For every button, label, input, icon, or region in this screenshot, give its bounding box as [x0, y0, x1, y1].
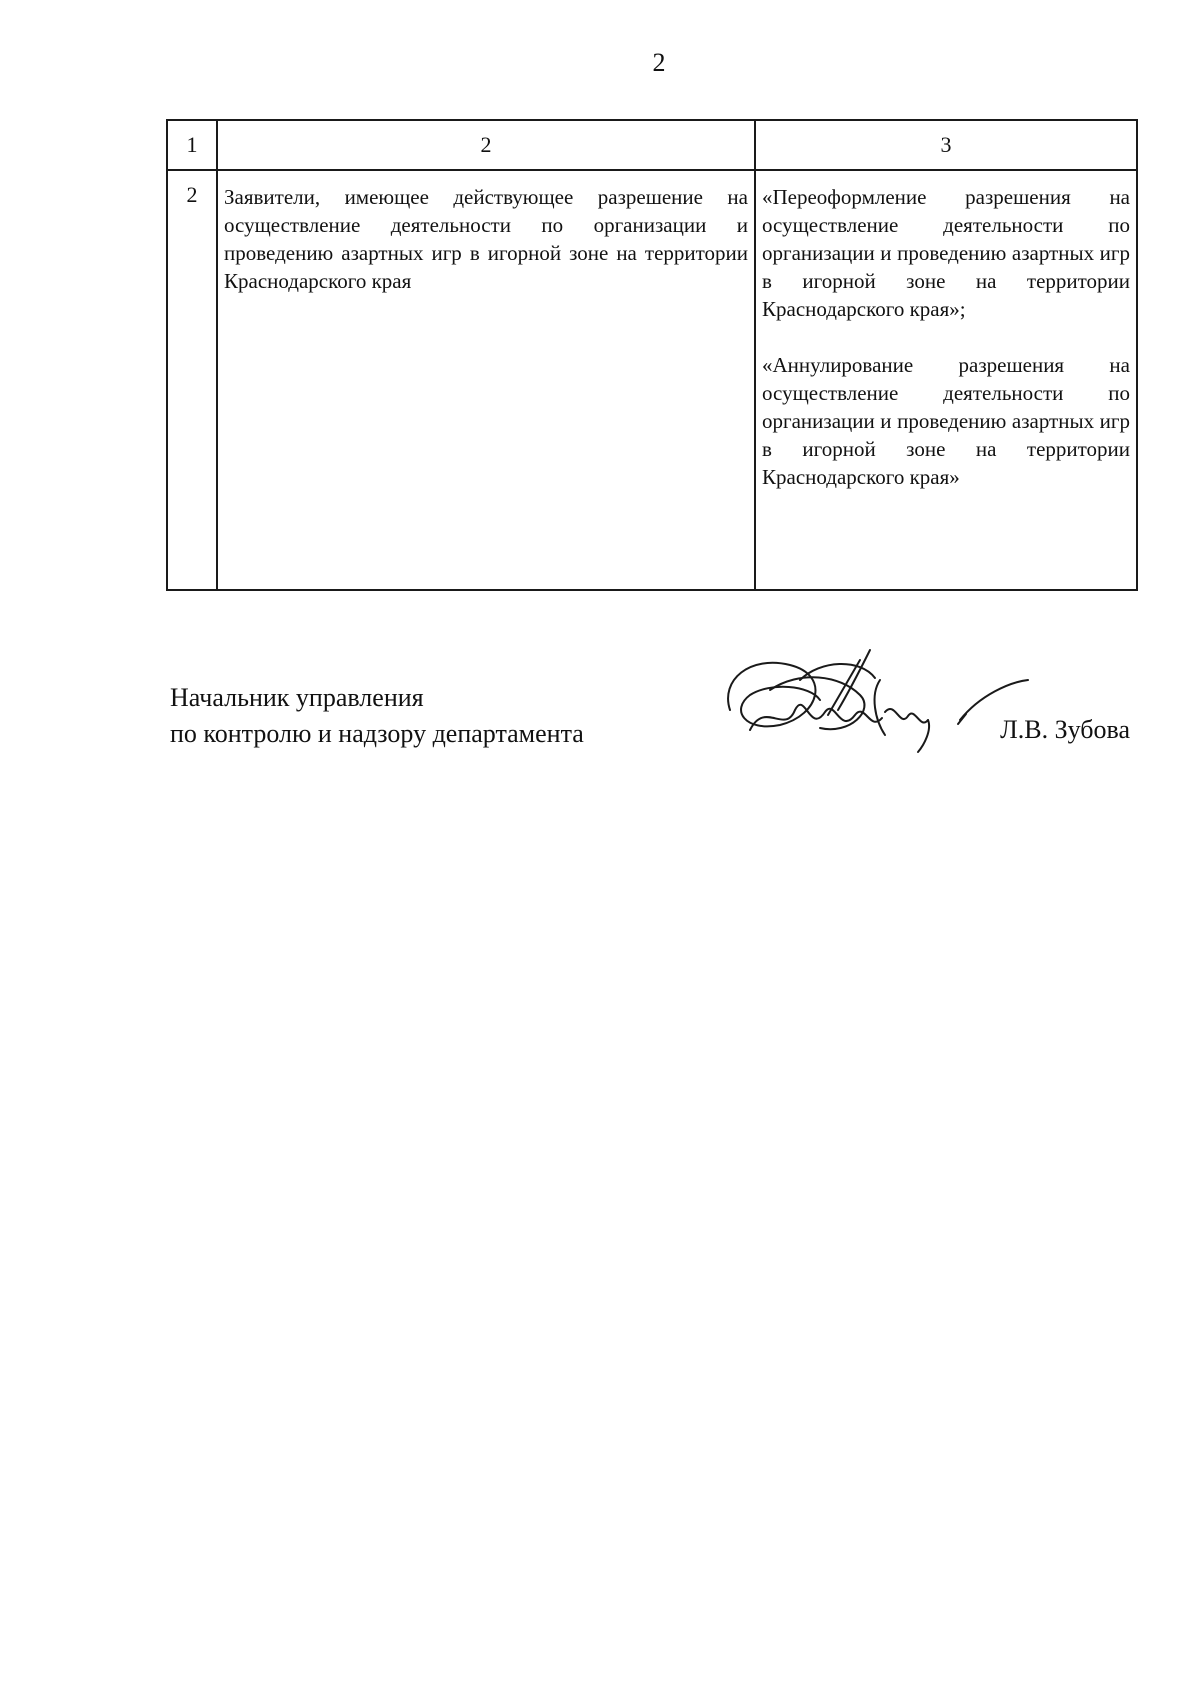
page-number: 2: [652, 48, 666, 77]
signatory-title-line2: по контролю и надзору департамента: [170, 719, 584, 748]
table-header-cell: 2: [217, 120, 755, 170]
row-number-cell: [167, 170, 217, 590]
signatory-name: Л.В. Зубова: [1000, 715, 1130, 744]
signatory-title-line1: Начальник управления: [170, 683, 424, 712]
table-row: [167, 170, 1137, 590]
row-number: 2: [186, 182, 198, 207]
service-item: «Переоформление разрешения на осуществление деятельности по организации и проведению азартных игр в игорной зоне на территории Краснодарского края»;: [762, 185, 1130, 321]
service-item: «Аннулирование разрешения на осуществление деятельности по организации и проведению азартных игр в игорной зоне на территории Краснодарского края»: [762, 353, 1130, 489]
handwritten-signature: [710, 640, 1030, 770]
services-list: [756, 171, 1136, 491]
signatory-title: [170, 680, 584, 752]
applicants-cell: [217, 170, 755, 590]
table-header-row: [167, 120, 1137, 170]
applicants-text: Заявители, имеющее действующее разрешение на осуществление деятельности по организации и проведению азартных игр в игорной зоне на территории Краснодарского края: [224, 185, 748, 293]
table-header-cell: 1: [167, 120, 217, 170]
table-header-cell: 3: [755, 120, 1137, 170]
services-cell: [755, 170, 1137, 590]
document-table: [166, 119, 1138, 591]
